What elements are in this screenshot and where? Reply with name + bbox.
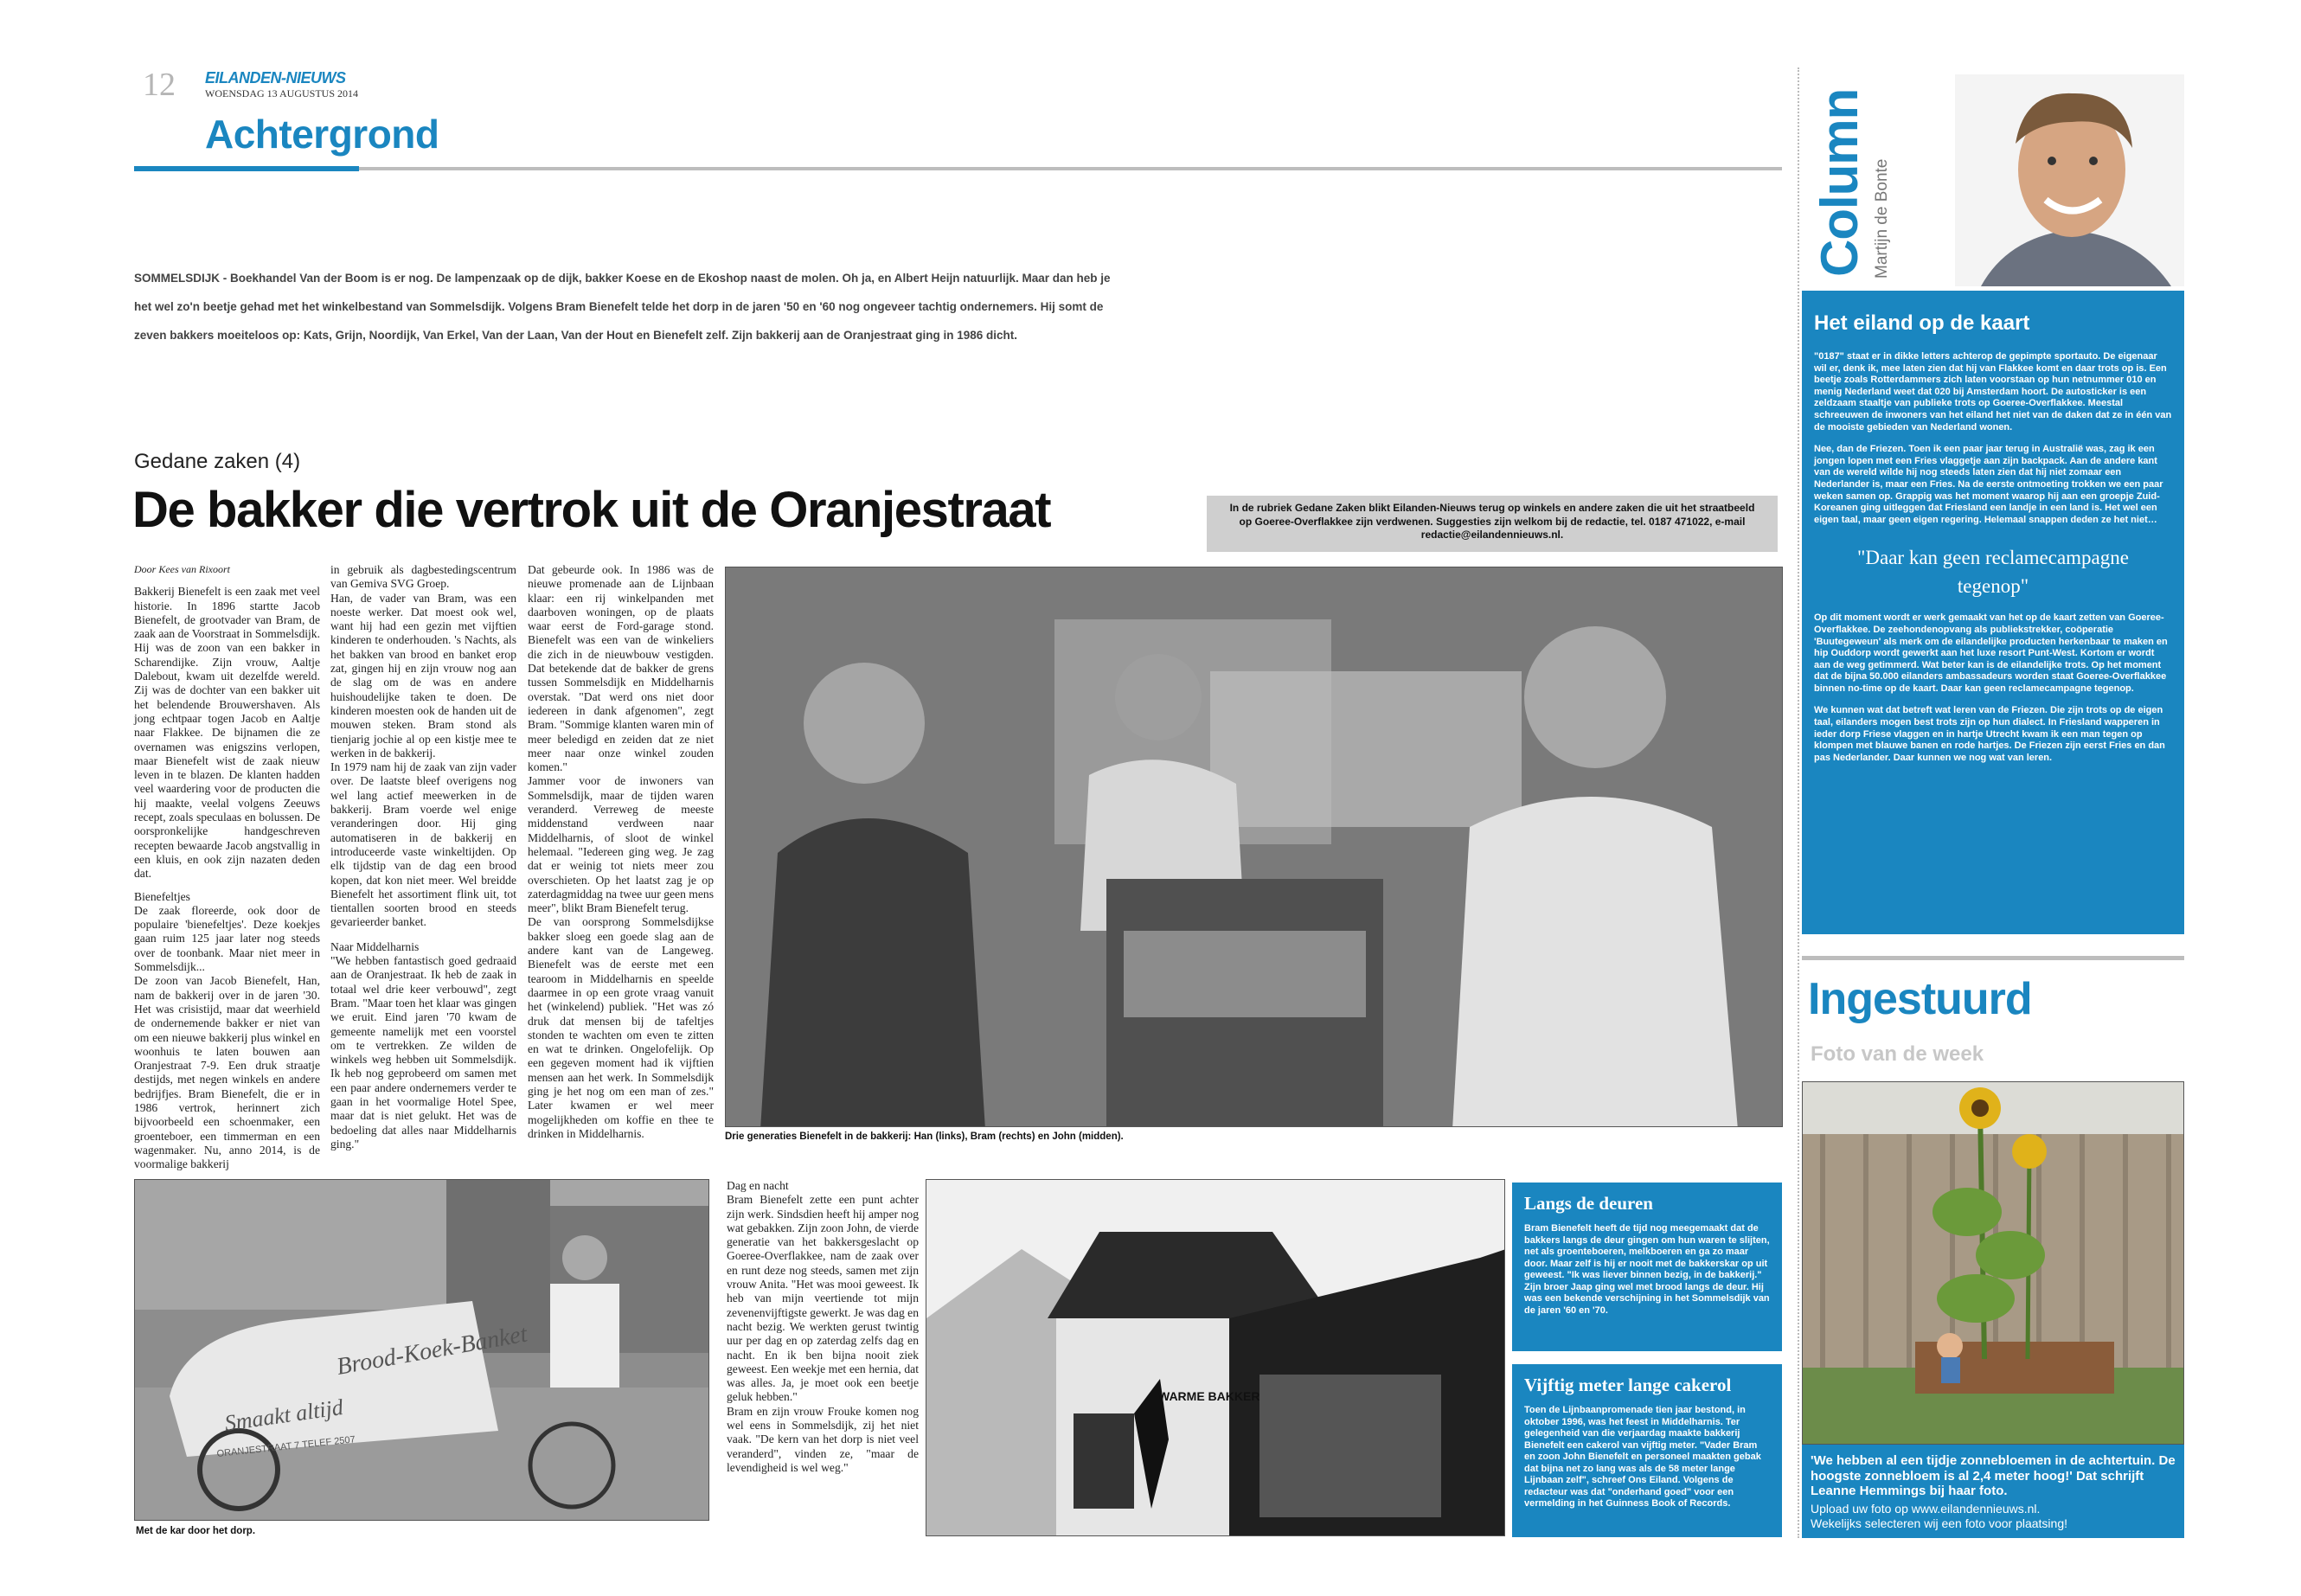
columnist-portrait <box>1955 74 2184 286</box>
cart-photo-caption: Met de kar door het dorp. <box>136 1526 256 1536</box>
ingestuurd-subtitle: Foto van de week <box>1811 1042 1984 1066</box>
shopfront-photo <box>926 1179 1505 1536</box>
article-col-4 <box>727 1179 919 1475</box>
ingestuurd-rule <box>1802 956 2184 960</box>
column-quote: "Daar kan geen reclamecampagne tegenop" <box>1857 547 2129 598</box>
ingestuurd-caption: 'We hebben al een tijdje zonnebloemen in de achtertuin. De hoogste zonnebloem is al 2,4 meter hoog!' Dat schrijft Leanne Hemmings bij haar foto. <box>1811 1453 2176 1498</box>
ingestuurd-weekly: Wekelijks selecteren wij een foto voor plaatsing! <box>1811 1516 2068 1530</box>
sidebox-1-text: Bram Bienefelt heeft de tijd nog meegemaakt dat de bakkers langs de deur gingen om hun waren te slijten, net als groenteboeren, melkboeren en ga zo maar door. Maar zelf is hij er nooit met de bakkerskar op uit geweest. "Ik was liever binnen bezig, in de bakkerij." Zijn broer Jaap ging wel met brood langs de deur. Hij was een bekende verschijning in het Sommelsdijk van de jaren '60 en '70. <box>1524 1223 1770 1316</box>
shop-sign: WARME BAKKER <box>1158 1389 1260 1403</box>
bakery-photo <box>725 567 1783 1127</box>
column-p2: Nee, dan de Friezen. Toen ik een paar jaar terug in Australië was, zag ik een jongen lopen met een Fries vlaggetje aan zijn backpack. Aan de andere kant van de wereld wilde hij nog steeds laten zien dat hij niet zomaar een Nederlander is, maar een Fries. Na de eerste ontmoeting trokken we een paar weken samen op. Grappig was het moment waarop hij aan een groepje Zuid-Koreanen ging uitleggen dat Friesland een landje in een land is. Het wel een eigen taal, maar geen eigen regering. Helemaal snappen deden ze het niet… <box>1814 444 2163 525</box>
column-p1: "0187" staat er in dikke letters achterop de gepimpte sportauto. De eigenaar wil er, denk ik, mee laten zien dat hij van Flakkee komt en daar trots op is. Een beetje zoals Rotterdammers zich laten voorstaan op hun netnummer 010 en menig Nederland weet dat 020 bij Amsterdam hoort. De autosticker is een zeldzaam staaltje van publieke trots op Goeree-Overflakkee. Meestal schreeuwen de inwoners van het eiland het niet van de daken dat ze in één van de mooiste gebieden van Nederland wonen. <box>1814 351 2172 433</box>
cart-label-3: ORANJESTRAAT 7 TELEF 2507 <box>216 1434 356 1459</box>
sunflower-photo <box>1802 1081 2184 1445</box>
column-title: Het eiland op de kaart <box>1814 311 2030 335</box>
section-title: Achtergrond <box>205 112 439 157</box>
masthead: EILANDEN-NIEUWS <box>205 69 346 87</box>
rubric-box: In de rubriek Gedane Zaken blikt Eilanden-Nieuws terug op winkels en andere zaken die uit het straatbeeld op Goeree-Overflakkee zijn verdwenen. Suggesties zijn welkom bij de redactie, tel. 0187 471022, e-mail redactie@eilandennieuws.nl. <box>1207 496 1778 552</box>
issue-date: WOENSDAG 13 AUGUSTUS 2014 <box>205 87 359 99</box>
article-kicker: Gedane zaken (4) <box>134 450 301 473</box>
column-divider <box>1798 67 1799 1538</box>
byline: Door Kees van Rixoort <box>134 563 230 575</box>
article-col-3 <box>528 563 714 1141</box>
bakery-photo-caption: Drie generaties Bienefelt in de bakkerij: Han (links), Bram (rechts) en John (midden). <box>725 1131 1124 1142</box>
shopfront-photo-image <box>926 1180 1505 1536</box>
ingestuurd-caption-box <box>1802 1445 2184 1538</box>
column-label: Column <box>1811 88 1868 277</box>
sidebox-cakerol <box>1512 1364 1782 1537</box>
col2b-text: "We hebben fantastisch goed gedraaid aan de Oranjestraat. Ik heb de zaak in totaal wel drie keer verbouwd", zegt Bram. "Maar toen het klaar was gingen we eruit. Eind jaren '70 kwam de gemeente namelijk met een voorstel om te vertrekken. Ze wilden de winkels weg hebben uit Sommelsdijk. Ik heb nog geprobeerd om samen met een paar andere ondernemers verder te gaan in het voormalige Hotel Spee, maar dat is niet gelukt. Het was de bedoeling dat alles naar Middelharnis ging." <box>330 954 516 1151</box>
intro-text: SOMMELSDIJK - Boekhandel Van der Boom is er nog. De lampenzaak op de dijk, bakker Koese en de Ekoshop naast de molen. Oh ja, en Albert Heijn natuurlijk. Maar dan heb je het wel zo'n beetje gehad met het winkelbestand van Sommelsdijk. Volgens Bram Bienefelt telde het dorp in de jaren '50 en '60 nog ongeveer tachtig ondernemers. Hij somt de zeven bakkers moeiteloos op: Kats, Grijn, Noordijk, Van Erkel, Van der Laan, Van der Hout en Bienefelt zelf. Zijn bakkerij aan de Oranjestraat ging in 1986 dicht. <box>134 272 1111 342</box>
ingestuurd-upload: Upload uw foto op www.eilandennieuws.nl. <box>1811 1501 2041 1516</box>
article-headline: De bakker die vertrok uit de Oranjestraat <box>132 482 1051 538</box>
sidebox-2-title: Vijftig meter lange cakerol <box>1524 1375 1732 1395</box>
col4-text: Bram Bienefelt zette een punt achter zijn werk. Sindsdien heeft hij amper nog wat gebakken. Zijn zoon John, de vierde generatie van het bakkersgeslacht op Goeree-Overflakkee, nam de zaak over en runt deze nog steeds, samen met zijn vrouw Anita. "Het was mooi geweest. Ik heb van mijn veertiende tot mijn zevenenvijftigste gewerkt. Je was dag en nacht bezig. We werkten gerust twintig uur per dag en op zaterdag zelfs dag en nacht. En ik ben bijna nooit ziek geweest. Een weekje met een hernia, dat was alles. Ja, je moet ook een beetje geluk hebben." Bram en zijn vrouw Frouke komen nog wel eens in Sommelsdijk, zij het niet vaak. "De kern van het dorp is niet veel veranderd", vinden ze, "maar de levendigheid is wel weg." <box>727 1193 919 1474</box>
page-number: 12 <box>143 67 176 103</box>
cart-photo <box>134 1179 709 1521</box>
sidebox-2-text: Toen de Lijnbaanpromenade tien jaar bestond, in oktober 1996, was het feest in Middelharnis. Ter gelegenheid van die verjaardag maakte bakkerij Bienefelt een cakerol van vijftig meter. "Vader Bram en zoon John Bienefelt en personeel maakten gebak dat bijna net zo lang was als de 58 meter lange Lijnbaan zelf", schreef Ons Eiland. Volgens de redacteur was dat "onderhand goed" voor een vermelding in het Guinness Book of Records. <box>1524 1405 1761 1509</box>
column-author: Martijn de Bonte <box>1873 158 1891 279</box>
col1-text: Bakkerij Bienefelt is een zaak met veel historie. In 1896 startte Jacob Bienefelt, de grootvader van Bram, de zaak aan de Voorstraat in Sommelsdijk. Hij was de zoon van een bakker in Scharendijke. Zijn vrouw, Aaltje Dalebout, kwam uit dezelfde wereld. Zij was de dochter van een bakker uit het belendende Brouwershaven. Als jong echtpaar togen Jacob en Aaltje naar Flakkee. De bijnamen die ze overnamen was enigszins verlopen, maar Bienefelt wist de zaak nieuw leven in te blazen. De klanten hadden veel waardering voor de producten die hij maakte, veelal volgens Zeeuws recept, zoals speculaas en bolussen. De oorspronkelijke handgeschreven recepten bewaarde Jacob angstvallig in een kluis, en ook zijn nazaten deden dat. <box>134 585 320 881</box>
section-rule-gray <box>359 167 1782 170</box>
cart-label-2: Smaakt altijd <box>222 1394 345 1436</box>
columnist-portrait-image <box>1955 74 2184 286</box>
sidebox-1-title: Langs de deuren <box>1524 1193 1653 1214</box>
sidebox-langs-de-deuren <box>1512 1183 1782 1351</box>
col2-text: in gebruik als dagbestedingscentrum van Gemiva SVG Groep. Han, de vader van Bram, was een noeste werker. Dat moest ook wel, want hij had een gezin met vijftien kinderen te onderhouden. 's Nachts, als het bakken van brood en banket erop zat, gingen hij en zijn vrouw nog aan de slag om de was en andere huishoudelijke taken te doen. De kinderen moesten ook de handen uit de mouwen steken. Bram stond als tienjarig jochie al op een kistje mee te werken in de bakkerij. In 1979 nam hij de zaak van zijn vader over. De laatste bleef overigens nog wel lang actief meewerken in de bakkerij. Bram voerde wel enige veranderingen door. Hij ging automatiseren in de bakkerij en introduceerde vaste winkeltijden. Op elk tijdstip van de dag een brood kopen, dat kon niet meer. Wel breidde Bienefelt het assortiment flink uit, tot tientallen soorten brood en steeds gevarieerder banket. <box>330 563 516 929</box>
column-p4: We kunnen wat dat betreft wat leren van de Friezen. Die zijn trots op de eigen taal, eilanders mogen best trots zijn op hun dialect. In Friesland wapperen in ieder dorp Friese vlaggen en in hartje Utrecht kwam ik een man tegen op klompen met blauwe banen en rode hartjes. De Friezen zijn eerst Fries en dan pas Nederlander. Daar kunnen we nog wat van leren. <box>1814 705 2165 763</box>
cart-photo-image <box>135 1180 709 1521</box>
ingestuurd-title: Ingestuurd <box>1808 974 2032 1024</box>
column-box <box>1802 294 2184 934</box>
bakery-photo-image <box>726 567 1783 1127</box>
col1-subhead: Bienefeltjes <box>134 889 190 903</box>
col2-subhead: Naar Middelharnis <box>330 939 420 953</box>
sunflower-photo-image <box>1803 1082 2184 1445</box>
col3-text: Dat gebeurde ook. In 1986 was de nieuwe promenade aan de Lijnbaan klaar: een rij winkelpanden met daarboven woningen, op de plaats waar eerst de Ford-garage stond. Bienefelt was een van de winkeliers die zich in de nieuwbouw vestigden. Dat betekende dat de bakker de grens tussen Sommelsdijk en Middelharnis overstak. "Dat werd ons niet door iedereen in dank afgenomen", zegt Bram. "Sommige klanten waren min of meer beledigd en zeiden dat ze niet meer naar onze winkel zouden komen." Jammer voor de inwoners van Sommelsdijk, maar de tijden waren veranderd. Verreweg de meeste middenstand verdween naar Middelharnis, of sloot de winkel helemaal. "Iedereen ging weg. Je zag dat er weinig tot niets meer zou overschieten. Op het laatst zag je op zaterdagmiddag na twee uur geen mens meer", blikt Bram Bienefelt terug. De van oorsprong Sommelsdijkse bakker sloeg een goede slag aan de andere kant van de Langeweg. Bienefelt was de eerste met een tearoom in Middelharnis en speelde daarmee in op een grote vraag vanuit het (winkelend) publiek. "Het was zó druk dat mensen bij de tafeltjes stonden te wachten om even te zitten en wat te drinken. Ongelofelijk. Op een gegeven moment had ik vijftien mensen aan het werk. In Sommelsdijk ging je het nog om een man of zes." Later kwamen er wel meer mogelijkheden om koffie en thee te drinken in Middelharnis. <box>528 563 714 1140</box>
col4-subhead: Dag en nacht <box>727 1179 789 1192</box>
article-col-2 <box>330 563 516 1151</box>
article-col-1 <box>134 562 320 1171</box>
section-rule-blue <box>134 166 359 171</box>
col1b-text: De zaak floreerde, ook door de populaire 'bienefeltjes'. Deze koekjes gaan ruim 125 jaar later nog steeds over de toonbank. Maar niet meer in Sommelsdijk... De zoon van Jacob Bienefelt, Han, nam de bakkerij over in de jaren '30. Het was crisistijd, maar dat weerhield de ondernemende bakker er niet van om een nieuwe bakkerij plus winkel en woonhuis te laten bouwen aan Oranjestraat 7-9. Een druk straatje destijds, met negen winkels en andere bedrijfjes. Bram Bienefelt, die er in 1986 vertrok, herinnert zich bijvoorbeeld een schoenmaker, een groenteboer, een timmerman en een wagenmaker. Nu, anno 2014, is de voormalige bakkerij <box>134 903 320 1171</box>
cart-label-1: Brood-Koek-Banket <box>334 1320 529 1381</box>
column-p3: Op dit moment wordt er werk gemaakt van het op de kaart zetten van Goeree-Overflakkee. De zeehondenopvang als publiekstrekker, coöperatie 'Buutegeweun' als merk om de eilandelijke producten herkenbaar te maken en hip Ouddorp wordt gewerkt aan het luxe resort Punt-West. Kortom er wordt aan de weg getimmerd. Wat beter kan is de eilandelijke trots. Op het moment dat de bijna 50.000 eilanders ambassadeurs worden staat Goeree-Overflakkee binnen no-time op de kaart. Daar kan geen reclamecampagne tegenop. <box>1814 612 2168 694</box>
